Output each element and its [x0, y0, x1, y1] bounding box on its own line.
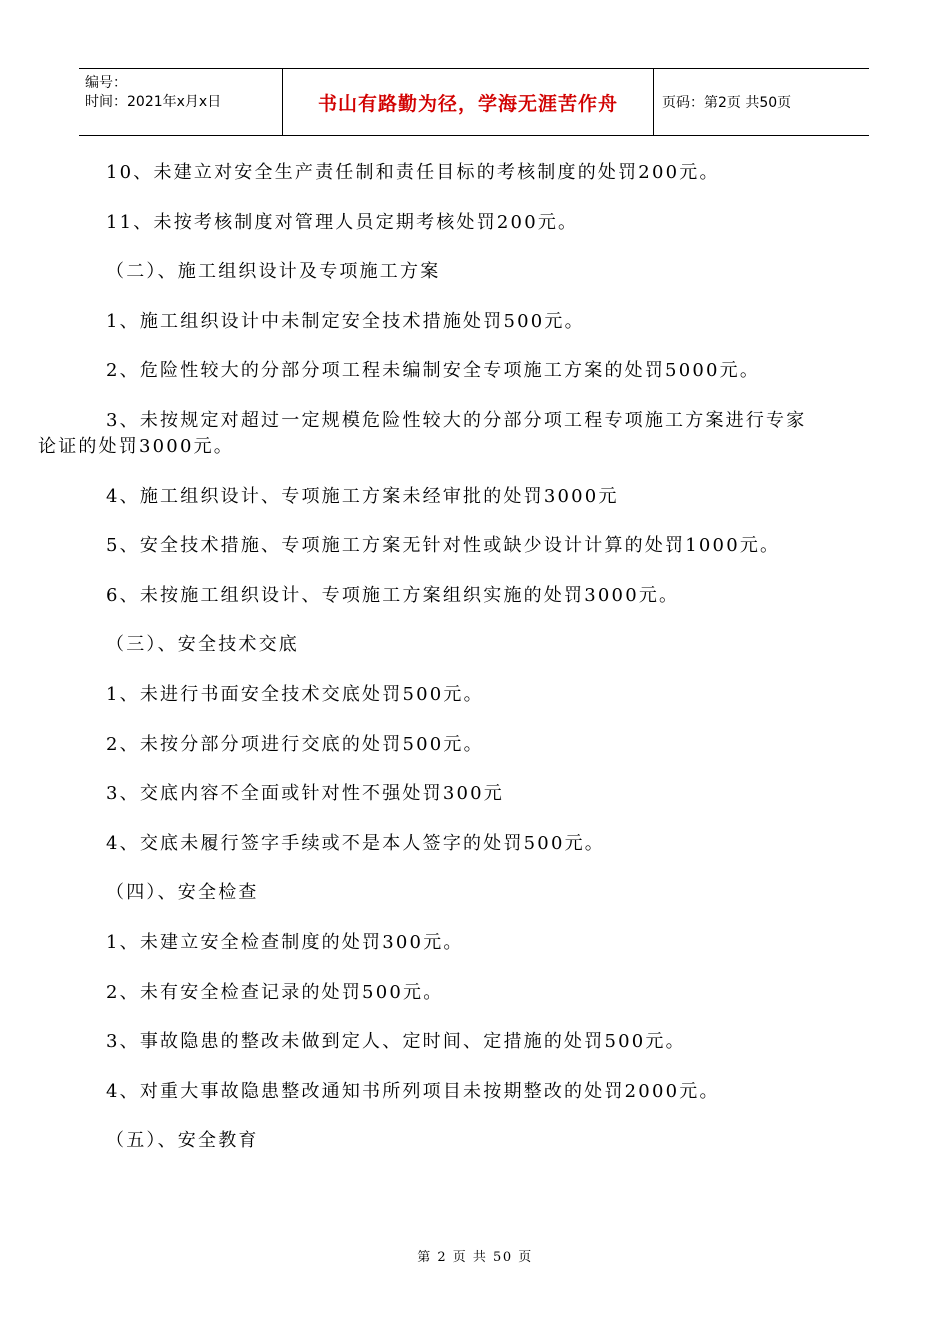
header-page-cell [654, 69, 869, 135]
list-item-line-continued: 论证的处罚3000元。 [38, 435, 235, 457]
list-item: 5、安全技术措施、专项施工方案无针对性或缺少设计计算的处罚1000元。 [106, 535, 781, 557]
list-item: 1、未进行书面安全技术交底处罚500元。 [106, 683, 484, 705]
section-heading: （四）、安全检查 [106, 882, 259, 904]
page-footer: 第 2 页 共 50 页 [417, 1250, 533, 1265]
section-heading: （五）、安全教育 [106, 1130, 259, 1152]
list-item: 2、未按分部分项进行交底的处罚500元。 [106, 733, 484, 755]
section-heading: （二）、施工组织设计及专项施工方案 [106, 261, 441, 283]
section-heading: （三）、安全技术交底 [106, 634, 299, 656]
list-item: 4、交底未履行签字手续或不是本人签字的处罚500元。 [106, 832, 606, 854]
list-item: 2、危险性较大的分部分项工程未编制安全专项施工方案的处罚5000元。 [106, 360, 761, 382]
header-meta-cell [79, 69, 283, 135]
document-header [79, 68, 869, 136]
date-label: 时间：2021年x月x日 [85, 94, 222, 110]
list-item: 11、未按考核制度对管理人员定期考核处罚200元。 [106, 211, 579, 233]
serial-number-label: 编号： [85, 75, 127, 91]
motto-text: 书山有路勤为径，学海无涯苦作舟 [317, 92, 618, 115]
list-item-line: 3、未按规定对超过一定规模危险性较大的分部分项工程专项施工方案进行专家 [106, 409, 807, 431]
list-item: 2、未有安全检查记录的处罚500元。 [106, 981, 444, 1003]
list-item: 1、未建立安全检查制度的处罚300元。 [106, 931, 464, 953]
header-motto-cell [283, 69, 654, 135]
list-item: 3、交底内容不全面或针对性不强处罚300元 [106, 783, 505, 805]
document-body [38, 160, 880, 1178]
list-item [38, 408, 880, 460]
list-item: 1、施工组织设计中未制定安全技术措施处罚500元。 [106, 310, 585, 332]
page-code: 页码：第2页 共50页 [662, 95, 792, 111]
list-item: 4、对重大事故隐患整改通知书所列项目未按期整改的处罚2000元。 [106, 1080, 720, 1102]
list-item: 6、未按施工组织设计、专项施工方案组织实施的处罚3000元。 [106, 584, 680, 606]
list-item: 4、施工组织设计、专项施工方案未经审批的处罚3000元 [106, 485, 619, 507]
list-item: 3、事故隐患的整改未做到定人、定时间、定措施的处罚500元。 [106, 1031, 686, 1053]
list-item: 10、未建立对安全生产责任制和责任目标的考核制度的处罚200元。 [106, 162, 720, 183]
